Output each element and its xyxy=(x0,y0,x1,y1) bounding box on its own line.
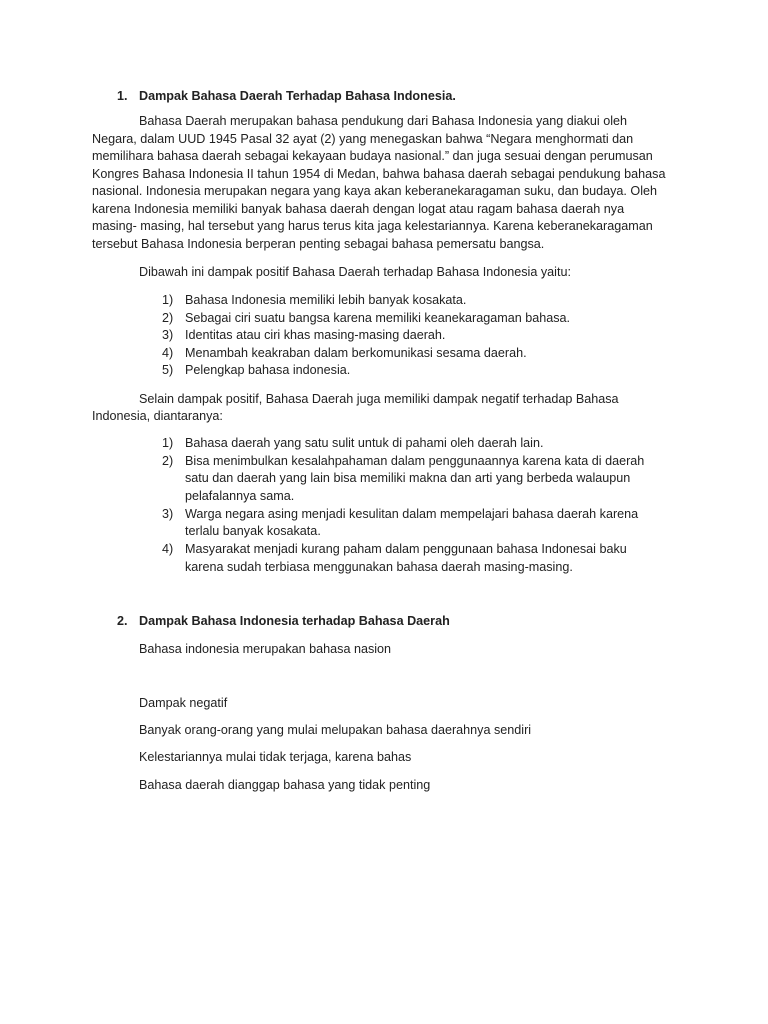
paragraph-line: tersebut Bahasa Indonesia berperan penting sebagai bahasa pemersatu bangsa. xyxy=(92,237,545,251)
list-item-number: 1) xyxy=(162,293,174,307)
paragraph-line: karena Indonesia memiliki banyak bahasa daerah dengan logat atau ragam bahasa daerah nya xyxy=(92,202,625,216)
list-item-number: 4) xyxy=(162,346,174,360)
list-item-text: Masyarakat menjadi kurang paham dalam penggunaan bahasa Indonesai baku xyxy=(185,542,627,556)
paragraph-line: masing- masing, hal tersebut yang harus terus kita jaga kelestariannya. Karena keberanekaragaman xyxy=(92,219,653,233)
list-item-number: 5) xyxy=(162,363,174,377)
list-item-text: Menambah keakraban dalam berkomunikasi sesama daerah. xyxy=(185,346,527,360)
negative-intro-line: Selain dampak positif, Bahasa Daerah juga memiliki dampak negatif terhadap Bahasa xyxy=(139,392,619,406)
paragraph-line: Kongres Bahasa Indonesia II tahun 1954 di Medan, bahwa bahasa daerah sebagai pendukung bahasa xyxy=(92,167,666,181)
section-2-intro: Bahasa indonesia merupakan bahasa nasion xyxy=(139,642,392,656)
list-item-text: satu dan daerah yang lain bisa memiliki makna dan arti yang berbeda walaupun xyxy=(185,471,631,485)
list-item-text: Bahasa daerah yang satu sulit untuk di pahami oleh daerah lain. xyxy=(185,436,544,450)
positive-intro: Dibawah ini dampak positif Bahasa Daerah terhadap Bahasa Indonesia yaitu: xyxy=(139,265,571,279)
list-item-number: 3) xyxy=(162,507,174,521)
paragraph-line: Negara, dalam UUD 1945 Pasal 32 ayat (2) yang menegaskan bahwa “Negara menghormati dan xyxy=(92,132,634,146)
list-item-text: Bahasa Indonesia memiliki lebih banyak kosakata. xyxy=(185,293,467,307)
list-item-number: 2) xyxy=(162,311,174,325)
list-item-text: Identitas atau ciri khas masing-masing daerah. xyxy=(185,328,446,342)
section-1-heading: Dampak Bahasa Daerah Terhadap Bahasa Indonesia. xyxy=(139,89,456,103)
negative-intro-line: Indonesia, diantaranya: xyxy=(92,409,223,423)
section-2-number: 2. xyxy=(117,614,128,628)
negative-impact-line: Bahasa daerah dianggap bahasa yang tidak penting xyxy=(139,778,431,792)
list-item-text: terlalu banyak kosakata. xyxy=(185,524,321,538)
list-item-text: Pelengkap bahasa indonesia. xyxy=(185,363,351,377)
list-item-number: 1) xyxy=(162,436,174,450)
negative-impact-line: Banyak orang-orang yang mulai melupakan bahasa daerahnya sendiri xyxy=(139,723,532,737)
list-item-text: Bisa menimbulkan kesalahpahaman dalam penggunaannya karena kata di daerah xyxy=(185,454,645,468)
list-item-text: karena sudah terbiasa menggunakan bahasa daerah masing-masing. xyxy=(185,560,573,574)
section-2-heading: Dampak Bahasa Indonesia terhadap Bahasa Daerah xyxy=(139,614,450,628)
paragraph-line: memilihara bahasa daerah sebagai kekayaan budaya nasional.” dan juga sesuai dengan perumusan xyxy=(92,149,653,163)
list-item-text: Warga negara asing menjadi kesulitan dalam mempelajari bahasa daerah karena xyxy=(185,507,639,521)
list-item-number: 3) xyxy=(162,328,174,342)
list-item-number: 4) xyxy=(162,542,174,556)
list-item-text: Sebagai ciri suatu bangsa karena memiliki keanekaragaman bahasa. xyxy=(185,311,571,325)
negative-impact-heading: Dampak negatif xyxy=(139,696,228,710)
section-1-number: 1. xyxy=(117,89,128,103)
paragraph-line: nasional. Indonesia merupakan negara yang kaya akan keberanekaragaman suku, dan budaya. Oleh xyxy=(92,184,658,198)
list-item-text: pelafalannya sama. xyxy=(185,489,295,503)
paragraph-line: Bahasa Daerah merupakan bahasa pendukung dari Bahasa Indonesia yang diakui oleh xyxy=(139,114,628,128)
negative-impact-line: Kelestariannya mulai tidak terjaga, karena bahas xyxy=(139,750,412,764)
list-item-number: 2) xyxy=(162,454,174,468)
